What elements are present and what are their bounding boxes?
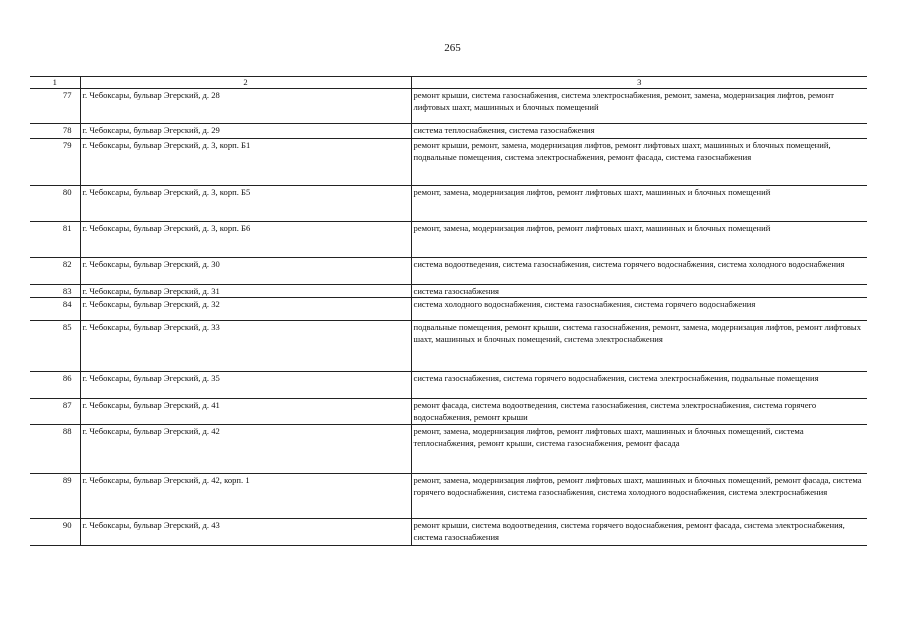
row-number: 88 xyxy=(30,425,80,474)
table-row xyxy=(30,89,867,124)
row-number: 82 xyxy=(30,258,80,285)
address-cell: г. Чебоксары, бульвар Эгерский, д. 28 xyxy=(80,89,411,124)
address-cell: г. Чебоксары, бульвар Эгерский, д. 3, корп. Б5 xyxy=(80,186,411,222)
row-number: 86 xyxy=(30,372,80,399)
table-row xyxy=(30,222,867,258)
address-cell: г. Чебоксары, бульвар Эгерский, д. 33 xyxy=(80,321,411,372)
table-row xyxy=(30,285,867,298)
works-cell: ремонт крыши, ремонт, замена, модернизация лифтов, ремонт лифтовых шахт, машинных и блочных помещений, подвальные помещения, система электроснабжения, ремонт фасада, система газоснабжения xyxy=(411,139,867,186)
works-cell: система газоснабжения, система горячего водоснабжения, система электроснабжения, подвальные помещения xyxy=(411,372,867,399)
works-cell: ремонт, замена, модернизация лифтов, ремонт лифтовых шахт, машинных и блочных помещений, ремонт фасада, система горячего водоснабжения, система газоснабжения, система холодного водоснабжения, система электроснабжения xyxy=(411,474,867,519)
address-cell: г. Чебоксары, бульвар Эгерский, д. 42, корп. 1 xyxy=(80,474,411,519)
address-cell: г. Чебоксары, бульвар Эгерский, д. 42 xyxy=(80,425,411,474)
table-row xyxy=(30,474,867,519)
address-cell: г. Чебоксары, бульвар Эгерский, д. 31 xyxy=(80,285,411,298)
table-row xyxy=(30,399,867,425)
works-cell: ремонт, замена, модернизация лифтов, ремонт лифтовых шахт, машинных и блочных помещений, система теплоснабжения, ремонт крыши, система газоснабжения, ремонт фасада xyxy=(411,425,867,474)
table-row xyxy=(30,321,867,372)
works-cell: подвальные помещения, ремонт крыши, система газоснабжения, ремонт, замена, модернизация лифтов, ремонт лифтовых шахт, машинных и блочных помещений, система электроснабжения xyxy=(411,321,867,372)
page-number: 265 xyxy=(444,42,461,54)
row-number: 84 xyxy=(30,298,80,321)
addresses-table xyxy=(30,76,867,546)
works-cell: система водоотведения, система газоснабжения, система горячего водоснабжения, система холодного водоснабжения xyxy=(411,258,867,285)
table-row xyxy=(30,258,867,285)
column-header-3: 3 xyxy=(411,77,867,89)
works-cell: ремонт, замена, модернизация лифтов, ремонт лифтовых шахт, машинных и блочных помещений xyxy=(411,222,867,258)
table-row xyxy=(30,124,867,139)
column-header-2: 2 xyxy=(80,77,411,89)
row-number: 83 xyxy=(30,285,80,298)
works-cell: ремонт крыши, система газоснабжения, система электроснабжения, ремонт, замена, модернизация лифтов, ремонт лифтовых шахт, машинных и блочных помещений xyxy=(411,89,867,124)
row-number: 89 xyxy=(30,474,80,519)
works-cell: система холодного водоснабжения, система газоснабжения, система горячего водоснабжения xyxy=(411,298,867,321)
row-number: 81 xyxy=(30,222,80,258)
row-number: 85 xyxy=(30,321,80,372)
works-cell: система газоснабжения xyxy=(411,285,867,298)
row-number: 78 xyxy=(30,124,80,139)
address-cell: г. Чебоксары, бульвар Эгерский, д. 35 xyxy=(80,372,411,399)
table-row xyxy=(30,425,867,474)
address-cell: г. Чебоксары, бульвар Эгерский, д. 29 xyxy=(80,124,411,139)
row-number: 79 xyxy=(30,139,80,186)
table-row xyxy=(30,519,867,546)
table-row xyxy=(30,186,867,222)
address-cell: г. Чебоксары, бульвар Эгерский, д. 3, корп. Б1 xyxy=(80,139,411,186)
table-row xyxy=(30,372,867,399)
table-body xyxy=(30,89,867,546)
works-cell: ремонт фасада, система водоотведения, система газоснабжения, система электроснабжения, система горячего водоснабжения, ремонт крыши xyxy=(411,399,867,425)
address-cell: г. Чебоксары, бульвар Эгерский, д. 30 xyxy=(80,258,411,285)
table-row xyxy=(30,139,867,186)
table-header-row xyxy=(30,77,867,89)
works-cell: ремонт, замена, модернизация лифтов, ремонт лифтовых шахт, машинных и блочных помещений xyxy=(411,186,867,222)
works-cell: система теплоснабжения, система газоснабжения xyxy=(411,124,867,139)
works-cell: ремонт крыши, система водоотведения, система горячего водоснабжения, ремонт фасада, система электроснабжения, система газоснабжения xyxy=(411,519,867,546)
address-cell: г. Чебоксары, бульвар Эгерский, д. 3, корп. Б6 xyxy=(80,222,411,258)
address-cell: г. Чебоксары, бульвар Эгерский, д. 43 xyxy=(80,519,411,546)
address-cell: г. Чебоксары, бульвар Эгерский, д. 32 xyxy=(80,298,411,321)
row-number: 87 xyxy=(30,399,80,425)
row-number: 77 xyxy=(30,89,80,124)
row-number: 80 xyxy=(30,186,80,222)
table-row xyxy=(30,298,867,321)
column-header-1: 1 xyxy=(30,77,80,89)
row-number: 90 xyxy=(30,519,80,546)
address-cell: г. Чебоксары, бульвар Эгерский, д. 41 xyxy=(80,399,411,425)
